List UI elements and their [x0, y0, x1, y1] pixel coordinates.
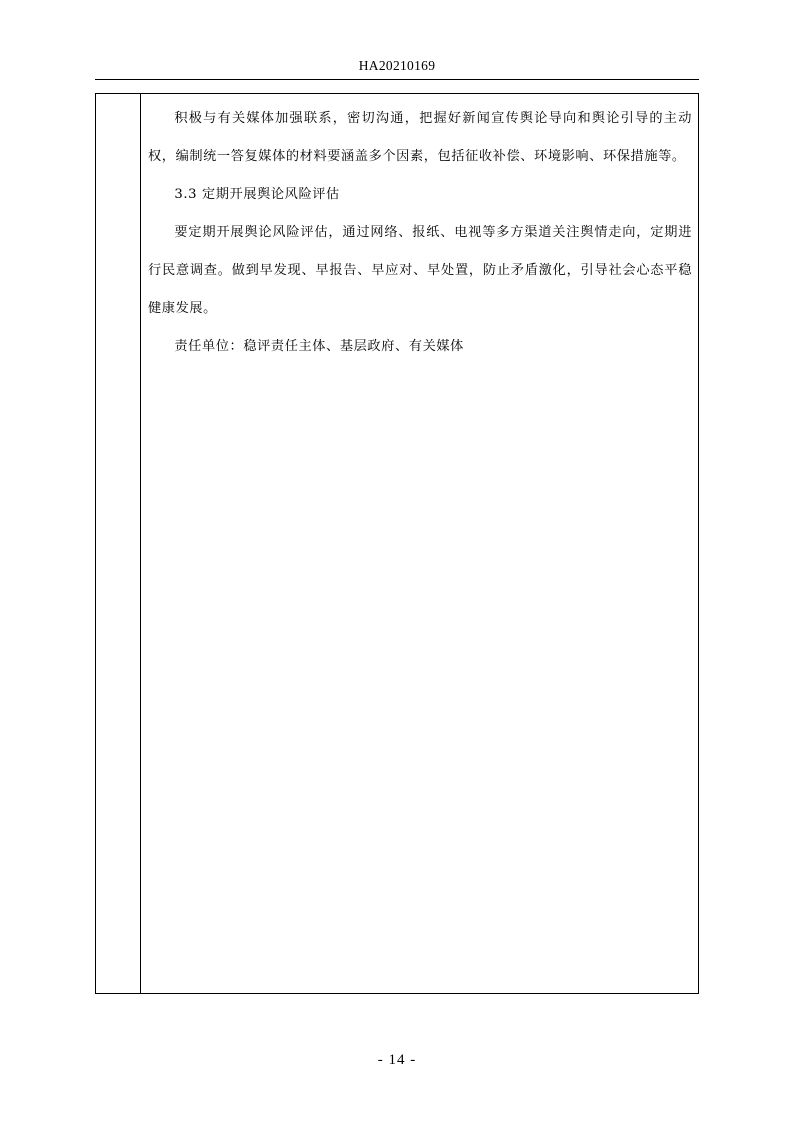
page-header: HA20210169 — [358, 58, 436, 73]
page-number: - 14 - — [377, 1052, 417, 1068]
document-body — [148, 100, 692, 366]
table-column-divider — [140, 93, 141, 994]
responsible-unit-line: 责任单位：稳评责任主体、基层政府、有关媒体 — [174, 339, 464, 354]
paragraph-2: 要定期开展舆论风险评估，通过网络、报纸、电视等多方渠道关注舆情走向，定期进行民意调查。做到早发现、早报告、早应对、早处置，防止矛盾激化，引导社会心态平稳健康发展。 — [148, 225, 692, 316]
header-divider — [95, 79, 699, 80]
paragraph-1: 积极与有关媒体加强联系，密切沟通，把握好新闻宣传舆论导向和舆论引导的主动权，编制统一答复媒体的材料要涵盖多个因素，包括征收补偿、环境影响、环保措施等。 — [148, 111, 692, 164]
section-heading-3-3: 3.3 定期开展舆论风险评估 — [174, 187, 340, 202]
